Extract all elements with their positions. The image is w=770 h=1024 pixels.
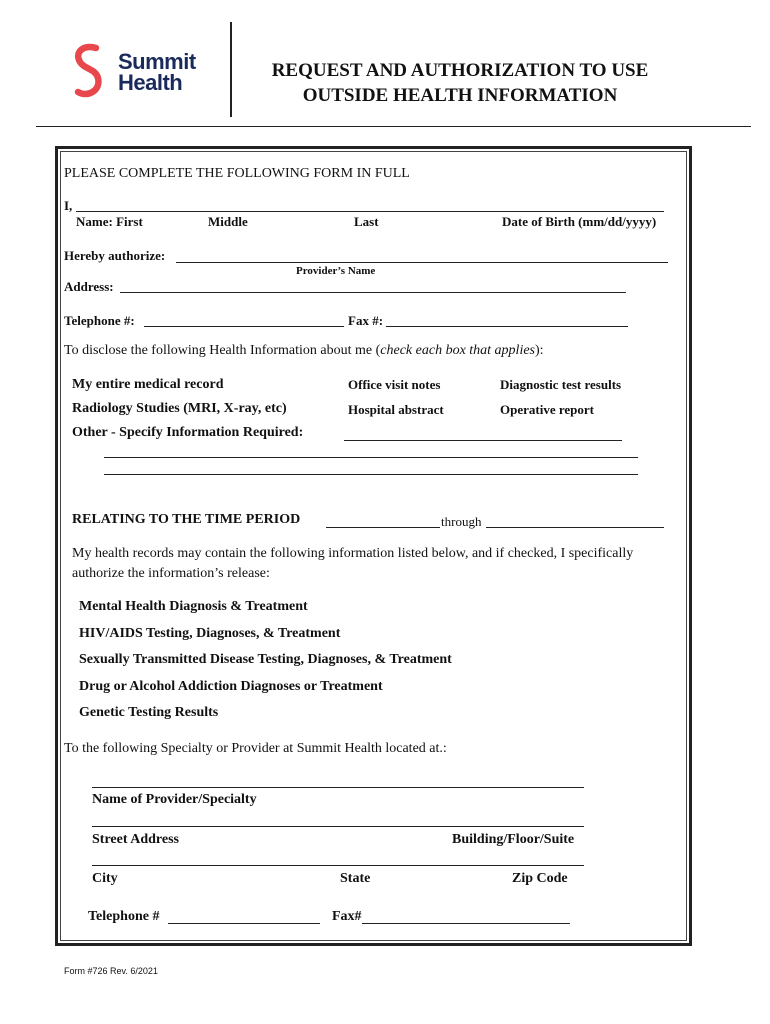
option-office-visit-label: Office visit notes: [348, 377, 441, 392]
checkbox-other[interactable]: [72, 425, 303, 441]
checkbox-genetic[interactable]: [72, 705, 218, 721]
option-radiology-label: Radiology Studies (MRI, X-ray, etc): [72, 401, 287, 416]
disclose-text-start: To disclose the following Health Information about me (: [64, 343, 381, 358]
sensitive-addiction-label: Drug or Alcohol Addiction Diagnoses or Treatment: [79, 679, 383, 694]
summit-health-logo-icon: [70, 42, 110, 102]
name-input-line[interactable]: [76, 211, 664, 212]
label-city: City: [92, 871, 118, 886]
provider-specialty-input-line[interactable]: [92, 787, 584, 788]
fax-input-line[interactable]: [386, 326, 628, 327]
telephone-input-line[interactable]: [144, 326, 344, 327]
option-hospital-label: Hospital abstract: [348, 402, 444, 417]
checkbox-addiction[interactable]: [72, 679, 383, 695]
fax2-input-line[interactable]: [362, 923, 570, 924]
label-through: through: [441, 514, 482, 529]
option-entire-record-label: My entire medical record: [72, 377, 224, 392]
checkbox-entire-record[interactable]: [72, 377, 223, 393]
page-title: [235, 58, 685, 108]
i-prefix: I,: [64, 198, 73, 213]
title-line1: REQUEST AND AUTHORIZATION TO USE: [271, 60, 649, 81]
other-input-line-1[interactable]: [344, 440, 622, 441]
option-operative-label: Operative report: [500, 402, 594, 417]
label-street: Street Address: [92, 832, 179, 847]
checkbox-hospital[interactable]: [348, 402, 444, 418]
label-authorize: Hereby authorize:: [64, 248, 166, 263]
header-divider: [230, 22, 232, 117]
label-address: Address:: [64, 279, 114, 294]
other-input-line-2[interactable]: [104, 457, 638, 458]
sensitive-mental-health-label: Mental Health Diagnosis & Treatment: [79, 599, 308, 614]
form-number: Form #726 Rev. 6/2021: [64, 966, 158, 976]
checkbox-diagnostic[interactable]: [500, 377, 621, 393]
telephone2-input-line[interactable]: [168, 923, 320, 924]
disclose-text-italic: check each box that applies: [380, 343, 535, 358]
option-diagnostic-label: Diagnostic test results: [500, 377, 622, 392]
checkbox-radiology[interactable]: [72, 401, 287, 417]
title-line2: OUTSIDE HEALTH INFORMATION: [302, 85, 618, 106]
label-dob: Date of Birth (mm/dd/yyyy): [502, 214, 657, 229]
sensitive-std-label: Sexually Transmitted Disease Testing, Diagnoses, & Treatment: [79, 652, 452, 667]
checkbox-operative[interactable]: [500, 402, 594, 418]
checkbox-office-visit[interactable]: [348, 377, 440, 393]
logo: [70, 42, 210, 104]
label-time-period: RELATING TO THE TIME PERIOD: [72, 512, 301, 527]
provider-name-caption: Provider’s Name: [296, 265, 376, 277]
label-first-name: Name: First: [76, 214, 143, 229]
label-state: State: [340, 871, 371, 886]
label-telephone2: Telephone #: [88, 909, 160, 924]
specialty-text: To the following Specialty or Provider at Summit Health located at.:: [64, 741, 447, 756]
disclose-text-end: ):: [535, 343, 544, 358]
label-building: Building/Floor/Suite: [452, 832, 575, 847]
street-input-line[interactable]: [92, 826, 584, 827]
option-other-label: Other - Specify Information Required:: [72, 425, 304, 440]
sensitive-genetic-label: Genetic Testing Results: [79, 705, 219, 720]
checkbox-std[interactable]: [72, 652, 452, 668]
time-from-input-line[interactable]: [326, 527, 440, 528]
label-last-name: Last: [354, 214, 379, 229]
records-text-line2: authorize the information’s release:: [72, 566, 270, 581]
records-text-line1: My health records may contain the following information listed below, and if checked, I specifically: [72, 546, 634, 561]
city-input-line[interactable]: [92, 865, 584, 866]
disclose-text: [64, 343, 544, 359]
checkbox-hiv-aids[interactable]: [72, 626, 340, 642]
header-rule: [36, 126, 751, 127]
logo-line1: Summit: [118, 49, 196, 74]
time-to-input-line[interactable]: [486, 527, 664, 528]
sensitive-hiv-label: HIV/AIDS Testing, Diagnoses, & Treatment: [79, 626, 341, 641]
label-fax: Fax #:: [348, 313, 384, 328]
checkbox-mental-health[interactable]: [72, 599, 308, 615]
label-middle-name: Middle: [208, 214, 248, 229]
other-input-line-3[interactable]: [104, 474, 638, 475]
label-fax2: Fax#: [332, 909, 362, 924]
label-zip: Zip Code: [512, 871, 568, 886]
label-provider-specialty: Name of Provider/Specialty: [92, 792, 257, 807]
address-input-line[interactable]: [120, 292, 626, 293]
form-intro: PLEASE COMPLETE THE FOLLOWING FORM IN FULL: [64, 166, 410, 181]
label-telephone: Telephone #:: [64, 313, 135, 328]
logo-line2: Health: [118, 70, 183, 95]
authorize-input-line[interactable]: [176, 262, 668, 263]
